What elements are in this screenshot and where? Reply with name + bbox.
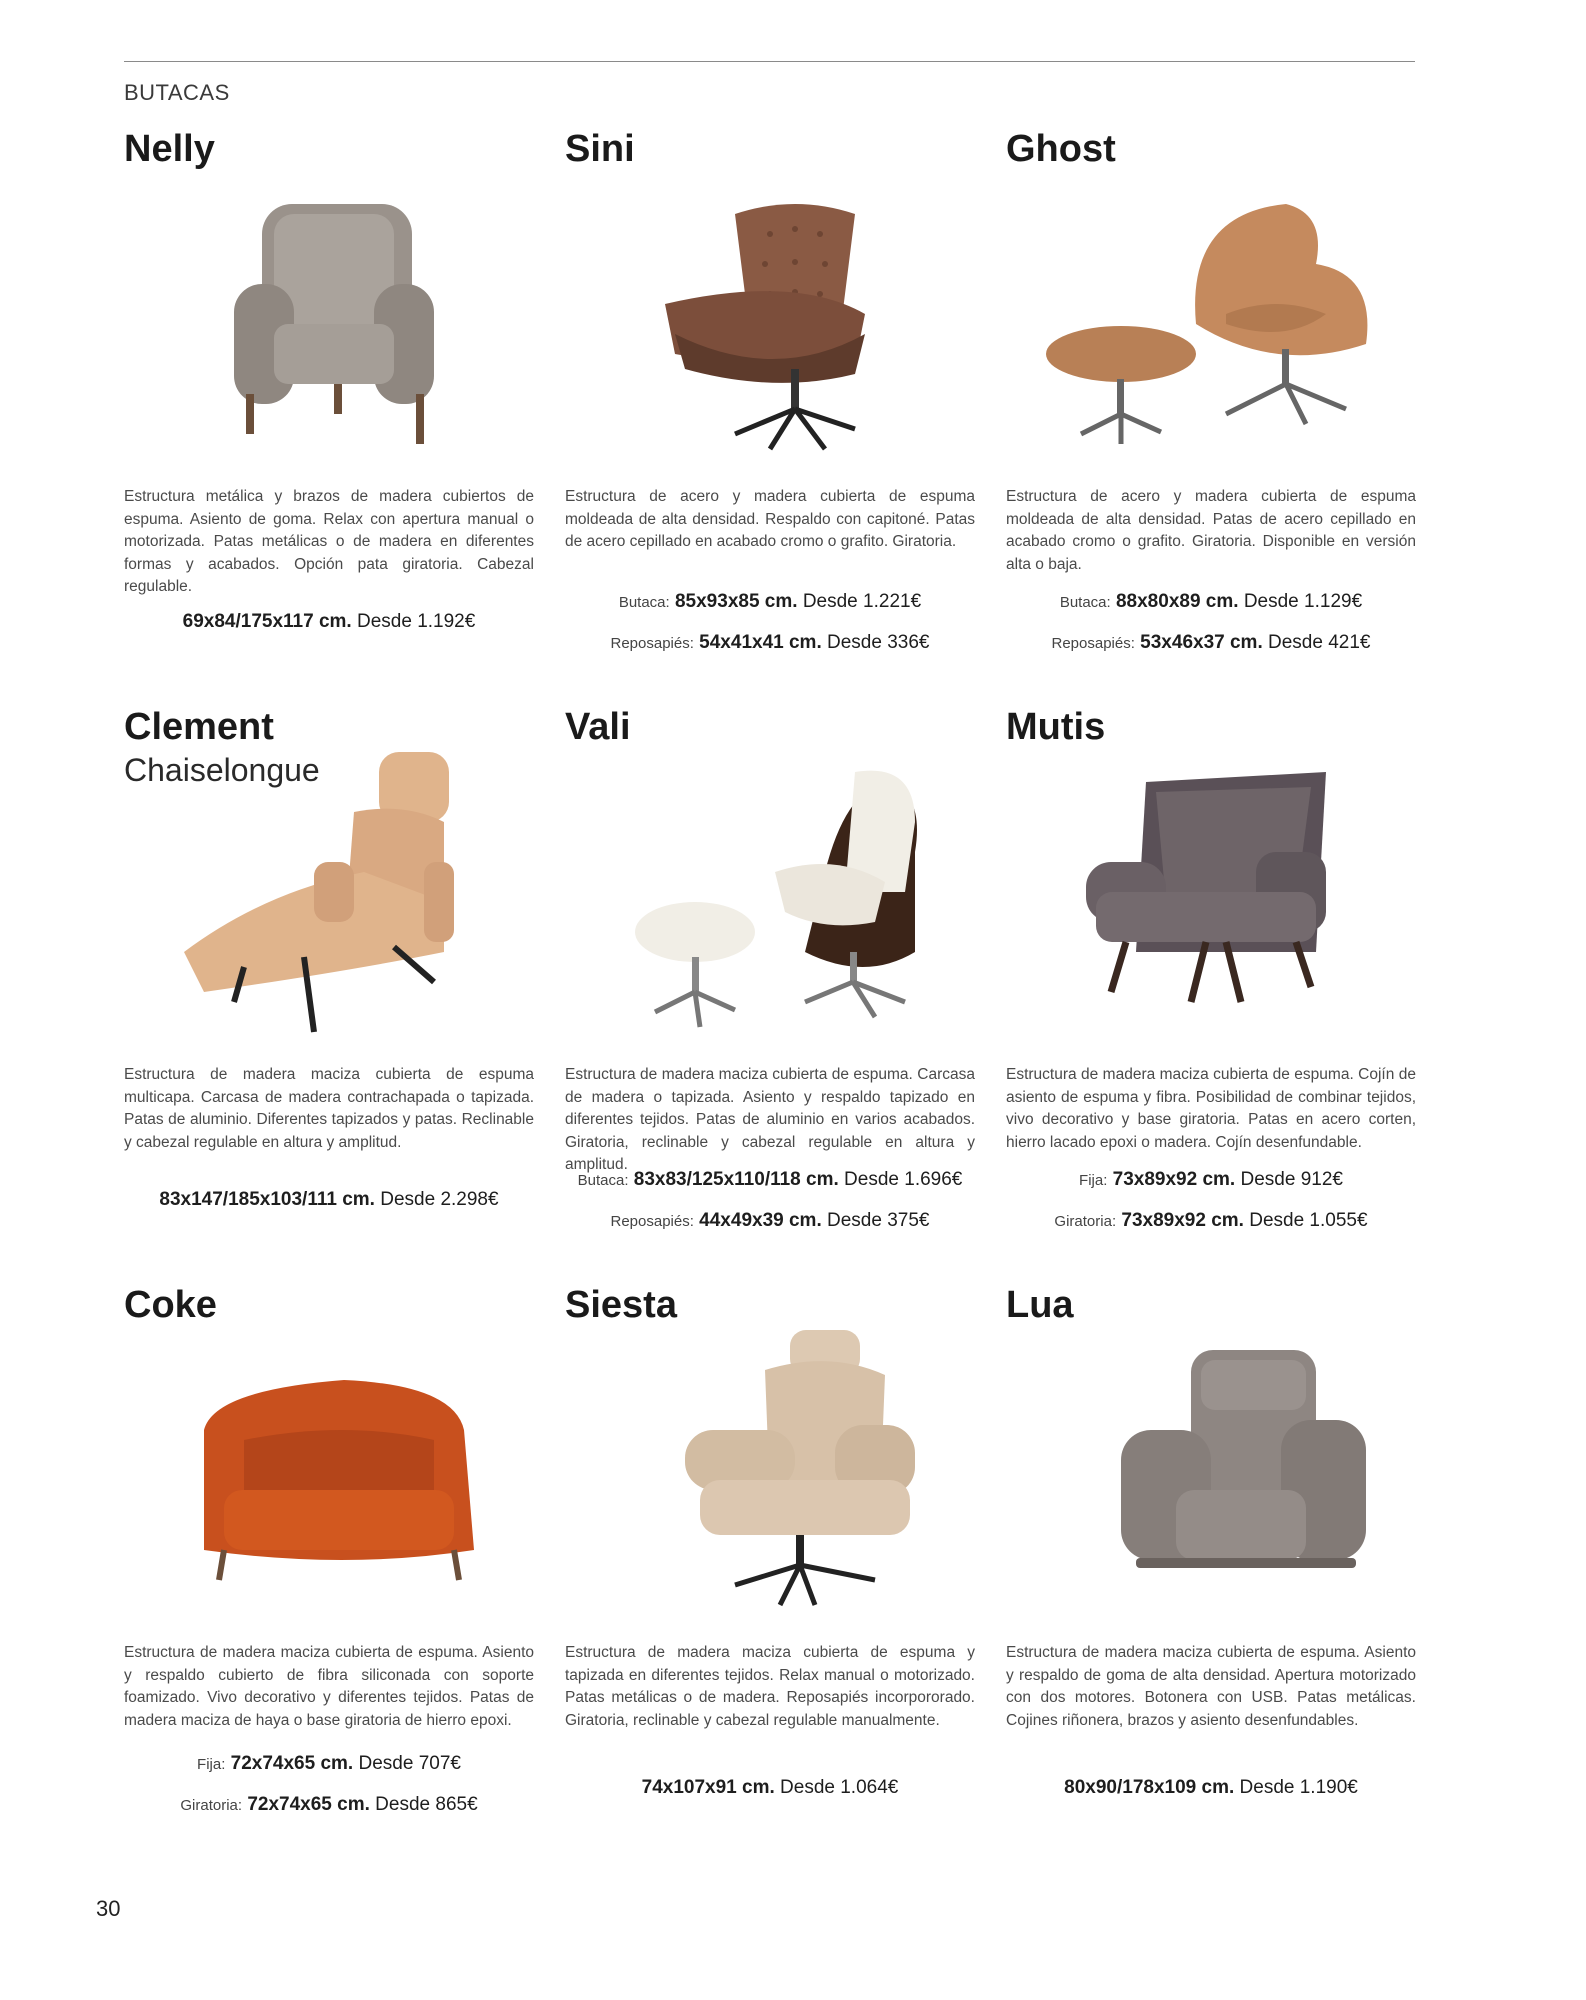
product-description: Estructura de madera maciza cubierta de espuma y tapizada en diferentes tejidos. Relax manual o motorizado. Patas metálicas o de madera. Reposapiés incorpororado. Giratoria, reclinable y cabezal regulable manualmente.: [565, 1644, 975, 1729]
product-name: Lua: [1006, 1284, 1074, 1326]
product-card-sini: [565, 128, 975, 653]
product-name: Coke: [124, 1284, 217, 1326]
product-card-coke: [124, 1284, 534, 1815]
product-card-siesta: [565, 1284, 975, 1798]
price-dimensions: 88x80x89 cm.: [1115, 591, 1239, 612]
price-amount: Desde 1.696€: [844, 1169, 963, 1190]
price-dimensions: 54x41x41 cm.: [699, 632, 822, 653]
tufted-swivel-chair-icon: [585, 174, 975, 464]
page-number: 30: [96, 1896, 121, 1921]
price-row: [565, 631, 975, 656]
price-row: [565, 1168, 975, 1193]
egg-chair-ottoman-icon: [1026, 174, 1416, 464]
product-description: Estructura de madera maciza cubierta de espuma multicapa. Carcasa de madera contrachapada o tapizada. Patas de aluminio. Diferentes tapizados y patas. Reclinable y cabezal regulable en altura y amplitud.: [124, 1066, 534, 1151]
price-dimensions: 83x83/125x110/118 cm.: [633, 1169, 839, 1190]
product-card-mutis: [1006, 706, 1416, 1231]
product-description: Estructura de madera maciza cubierta de espuma. Carcasa de madera o tapizada. Asiento y respaldo tapizado en diferentes tejidos. Patas de aluminio en varios acabados. Giratoria, reclinable y cabezal regulable en altura y amplitud.: [565, 1066, 975, 1173]
price-row: [1006, 631, 1416, 656]
product-name: Siesta: [565, 1284, 677, 1326]
wingback-recliner-icon: [144, 174, 534, 464]
lounge-chair-ottoman-icon: [585, 752, 975, 1042]
product-card-clement: [124, 706, 534, 1210]
price-amount: Desde 2.298€: [380, 1189, 499, 1210]
product-description: Estructura de acero y madera cubierta de espuma moldeada de alta densidad. Respaldo con capitoné. Patas de acero cepillado en acabado cromo o grafito. Giratoria.: [565, 488, 975, 550]
product-description: Estructura de madera maciza cubierta de espuma. Asiento y respaldo cubierto de fibra siliconada con soporte foamizado. Vivo decorativo y diferentes tejidos. Patas de madera maciza de haya o base giratoria de hierro epoxi.: [124, 1644, 534, 1729]
power-recliner-icon: [1026, 1330, 1416, 1620]
price-dimensions: 83x147/185x103/111 cm.: [159, 1189, 375, 1210]
product-description: Estructura de acero y madera cubierta de espuma moldeada de alta densidad. Patas de acero cepillado en acabado cromo o grafito. Giratoria. Disponible en versión alta o baja.: [1006, 488, 1416, 573]
tub-chair-icon: [144, 1330, 534, 1620]
swivel-recliner-icon: [585, 1330, 975, 1620]
price-label: Reposapiés:: [1051, 635, 1135, 652]
product-name: Ghost: [1006, 128, 1116, 170]
section-title: BUTACAS: [124, 80, 230, 105]
price-amount: Desde 421€: [1268, 632, 1371, 653]
price-list: [124, 610, 534, 651]
product-card-vali: [565, 706, 975, 1231]
price-list: [1006, 1776, 1416, 1817]
price-amount: Desde 707€: [358, 1753, 461, 1774]
price-label: Butaca:: [577, 1172, 629, 1189]
product-subtitle: Chaiselongue: [124, 752, 320, 788]
price-list: [1006, 590, 1416, 672]
price-row: [124, 610, 534, 635]
price-row: [1006, 1776, 1416, 1801]
product-description: Estructura metálica y brazos de madera cubiertos de espuma. Asiento de goma. Relax con apertura manual o motorizada. Patas metálicas o de madera en diferentes formas y acabados. Opción pata giratoria. Cabezal regulable.: [124, 488, 534, 595]
top-rule: [124, 61, 1415, 62]
product-description: Estructura de madera maciza cubierta de espuma. Asiento y respaldo de goma de alta densidad. Apertura motorizado con dos motores. Botonera con USB. Patas metálicas. Cojines riñonera, brazos y asiento desenfundables.: [1006, 1644, 1416, 1729]
price-dimensions: 85x93x85 cm.: [674, 591, 798, 612]
chaiselongue-icon: [144, 752, 534, 1042]
product-name: Clement: [124, 706, 274, 748]
price-amount: Desde 1.192€: [357, 611, 476, 632]
price-row: [124, 1793, 534, 1818]
price-list: [124, 1188, 534, 1229]
price-amount: Desde 375€: [827, 1210, 930, 1231]
price-dimensions: 73x89x92 cm.: [1121, 1210, 1244, 1231]
price-label: Giratoria:: [180, 1797, 243, 1814]
product-card-nelly: [124, 128, 534, 632]
price-row: [1006, 1168, 1416, 1193]
price-dimensions: 72x74x65 cm.: [230, 1753, 354, 1774]
price-label: Butaca:: [618, 594, 670, 611]
price-dimensions: 44x49x39 cm.: [699, 1210, 822, 1231]
price-label: Reposapiés:: [610, 1213, 694, 1230]
price-dimensions: 74x107x91 cm.: [641, 1777, 775, 1798]
price-row: [1006, 1209, 1416, 1234]
price-dimensions: 69x84/175x117 cm.: [182, 611, 352, 632]
product-name: Sini: [565, 128, 635, 170]
product-card-lua: [1006, 1284, 1416, 1798]
price-list: [565, 1168, 975, 1250]
price-row: [124, 1188, 534, 1213]
product-card-ghost: [1006, 128, 1416, 653]
price-amount: Desde 1.129€: [1243, 591, 1363, 612]
price-row: [565, 1209, 975, 1234]
price-list: [565, 1776, 975, 1817]
price-label: Giratoria:: [1054, 1213, 1117, 1230]
price-label: Fija:: [197, 1756, 226, 1773]
product-name: Mutis: [1006, 706, 1106, 748]
price-list: [124, 1752, 534, 1834]
price-label: Reposapiés:: [610, 635, 694, 652]
product-description: Estructura de madera maciza cubierta de espuma. Cojín de asiento de espuma y fibra. Posibilidad de combinar tejidos, vivo decorativo y base giratoria. Patas en acero corten, hierro lacado epoxi o madera. Cojín desenfundable.: [1006, 1066, 1416, 1151]
price-dimensions: 80x90/178x109 cm.: [1064, 1777, 1235, 1798]
price-row: [565, 1776, 975, 1801]
price-row: [124, 1752, 534, 1777]
price-list: [565, 590, 975, 672]
price-row: [565, 590, 975, 615]
product-name: Nelly: [124, 128, 215, 170]
price-list: [1006, 1168, 1416, 1250]
price-amount: Desde 1.055€: [1249, 1210, 1368, 1231]
price-dimensions: 53x46x37 cm.: [1140, 632, 1263, 653]
price-dimensions: 72x74x65 cm.: [247, 1794, 370, 1815]
product-name: Vali: [565, 706, 631, 748]
armchair-icon: [1026, 752, 1416, 1042]
price-amount: Desde 912€: [1240, 1169, 1343, 1190]
price-row: [1006, 590, 1416, 615]
price-label: Butaca:: [1059, 594, 1111, 611]
price-amount: Desde 1.190€: [1239, 1777, 1358, 1798]
price-label: Fija:: [1079, 1172, 1108, 1189]
price-dimensions: 73x89x92 cm.: [1112, 1169, 1236, 1190]
price-amount: Desde 1.221€: [802, 591, 922, 612]
price-amount: Desde 1.064€: [780, 1777, 899, 1798]
price-amount: Desde 865€: [375, 1794, 478, 1815]
price-amount: Desde 336€: [827, 632, 930, 653]
